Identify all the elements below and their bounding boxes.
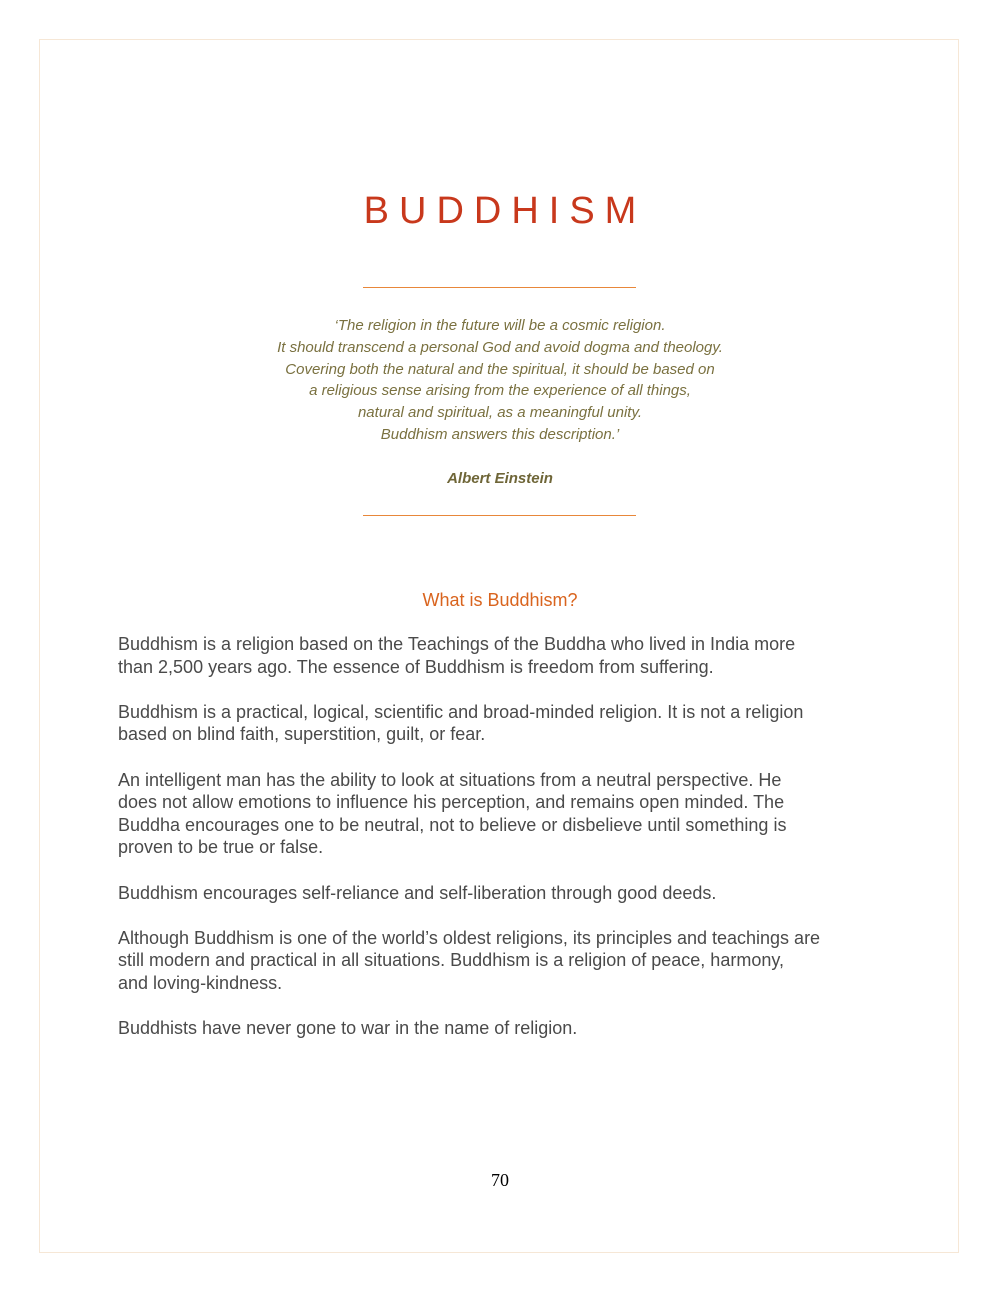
paragraph: Buddhism encourages self-reliance and self-liberation through good deeds. bbox=[118, 882, 717, 903]
quote-line: ‘The religion in the future will be a cosmic religion. bbox=[334, 317, 666, 334]
paragraph: An intelligent man has the ability to look at situations from a neutral perspective. He does not allow emotions to influence his perception, and remains open minded. The Buddha encourages one to be neutral, not to believe or disbelieve until something is proven to be true or false. bbox=[118, 769, 787, 858]
quote-line: Buddhism answers this description.’ bbox=[380, 425, 620, 443]
quote-author: Albert Einstein bbox=[447, 470, 553, 487]
quote-line: It should transcend a personal God and avoid dogma and theology. bbox=[277, 338, 723, 356]
body-text bbox=[118, 633, 908, 1062]
bottom-divider bbox=[363, 515, 636, 516]
top-divider bbox=[363, 287, 636, 288]
paragraph: Buddhism is a religion based on the Teachings of the Buddha who lived in India more than 2,500 years ago. The essence of Buddhism is freedom from suffering. bbox=[118, 634, 796, 677]
paragraph: Buddhism is a practical, logical, scientific and broad-minded religion. It is not a religion based on blind faith, superstition, guilt, or fear. bbox=[118, 701, 804, 745]
paragraph: Although Buddhism is one of the world’s oldest religions, its principles and teachings are still modern and practical in all situations. Buddhism is a religion of peace, harmony, and loving-kindness. bbox=[118, 927, 821, 993]
paragraph: Buddhists have never gone to war in the name of religion. bbox=[118, 1018, 578, 1039]
epigraph-quote bbox=[0, 315, 1000, 446]
quote-line: Covering both the natural and the spiritual, it should be based on bbox=[285, 360, 715, 378]
page-title: BUDDHISM bbox=[363, 190, 647, 232]
page-number: 70 bbox=[491, 1170, 509, 1190]
section-heading: What is Buddhism? bbox=[422, 590, 578, 610]
quote-line: a religious sense arising from the experience of all things, bbox=[309, 382, 691, 400]
quote-line: natural and spiritual, as a meaningful unity. bbox=[357, 404, 643, 422]
